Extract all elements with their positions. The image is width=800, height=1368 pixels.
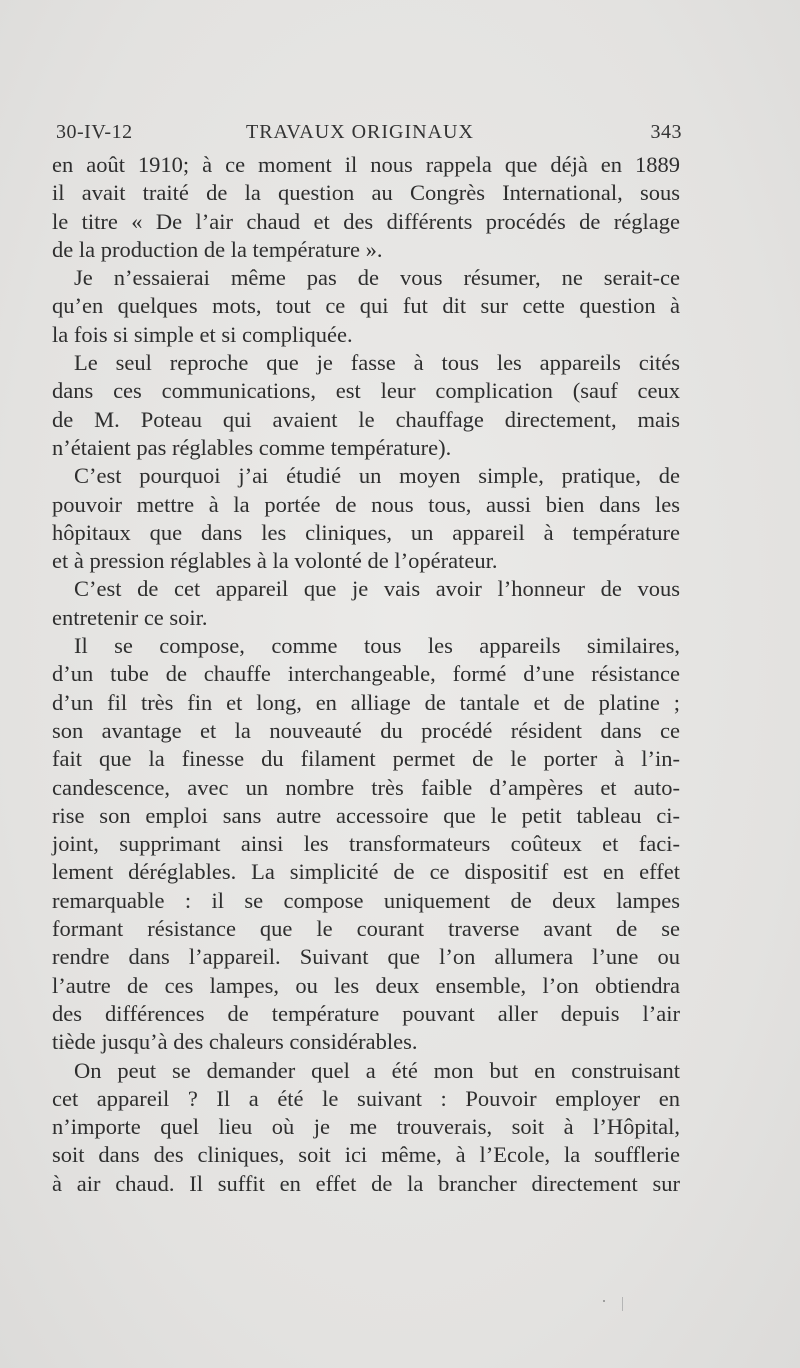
text-line-content: entretenir ce soir. xyxy=(52,604,208,630)
text-line-content: Il se compose, comme tous les appareils similaires, xyxy=(74,633,680,659)
text-line xyxy=(52,1141,680,1169)
text-line-content: de M. Poteau qui avaient le chauffage directement, mais xyxy=(52,406,680,432)
text-line-content: à air chaud. Il suffit en effet de la brancher directement sur xyxy=(52,1170,680,1196)
text-line-content: C’est de cet appareil que je vais avoir l’honneur de vous xyxy=(74,576,680,602)
text-line xyxy=(52,972,680,1000)
running-header xyxy=(56,121,682,149)
text-line-content: la fois si simple et si compliquée. xyxy=(52,321,353,347)
text-line xyxy=(52,774,680,802)
text-line-content: des différences de température pouvant aller depuis l’air xyxy=(52,1000,680,1026)
text-line xyxy=(52,547,680,575)
header-date: 30-IV-12 xyxy=(56,121,133,143)
text-line xyxy=(52,434,680,462)
text-line-content: joint, supprimant ainsi les transformateurs coûteux et faci- xyxy=(52,831,680,857)
text-line-content: cet appareil ? Il a été le suivant : Pouvoir employer en xyxy=(52,1085,680,1111)
text-line xyxy=(52,377,680,405)
text-line-content: soit dans des cliniques, soit ici même, à l’Ecole, la soufflerie xyxy=(52,1142,680,1168)
text-line-content: en août 1910; à ce moment il nous rappela que déjà en 1889 xyxy=(52,152,680,177)
text-line-content: dans ces communications, est leur complication (sauf ceux xyxy=(52,378,680,404)
text-line-content: rise son emploi sans autre accessoire que le petit tableau ci- xyxy=(52,802,680,828)
paper-speck xyxy=(603,1300,605,1302)
text-line-content: hôpitaux que dans les cliniques, un appareil à température xyxy=(52,519,680,545)
text-line xyxy=(52,604,680,632)
text-line xyxy=(52,689,680,717)
text-line-content: n’importe quel lieu où je me trouverais, soit à l’Hôpital, xyxy=(52,1114,680,1140)
text-line xyxy=(52,830,680,858)
text-line xyxy=(52,1057,680,1085)
text-line xyxy=(52,292,680,320)
text-line xyxy=(52,887,680,915)
text-line xyxy=(52,519,680,547)
text-line xyxy=(52,802,680,830)
text-line-content: l’autre de ces lampes, ou les deux ensemble, l’on obtiendra xyxy=(52,972,680,998)
text-line-content: le titre « De l’air chaud et des différents procédés de réglage xyxy=(52,208,680,234)
text-line xyxy=(52,745,680,773)
text-line xyxy=(52,491,680,519)
text-line xyxy=(52,151,680,179)
text-line-content: son avantage et la nouveauté du procédé résident dans ce xyxy=(52,717,680,743)
text-line-content: il avait traité de la question au Congrès International, sous xyxy=(52,180,680,206)
text-line-content: C’est pourquoi j’ai étudié un moyen simple, pratique, de xyxy=(74,463,680,489)
text-line xyxy=(52,717,680,745)
text-line-content: On peut se demander quel a été mon but en construisant xyxy=(74,1057,680,1083)
text-line xyxy=(52,575,680,603)
text-line-content: lement déréglables. La simplicité de ce dispositif est en effet xyxy=(52,859,680,885)
text-line-content: et à pression réglables à la volonté de l’opérateur. xyxy=(52,548,498,574)
header-section-title: TRAVAUX ORIGINAUX xyxy=(246,121,474,143)
text-line-content: remarquable : il se compose uniquement de deux lampes xyxy=(52,887,680,913)
text-line-content: Je n’essaierai même pas de vous résumer, ne serait-ce xyxy=(74,265,680,291)
text-line-content: qu’en quelques mots, tout ce qui fut dit sur cette question à xyxy=(52,293,680,319)
body-text xyxy=(52,151,680,1198)
text-line xyxy=(52,632,680,660)
text-line xyxy=(52,264,680,292)
text-line xyxy=(52,179,680,207)
text-line xyxy=(52,1000,680,1028)
text-line xyxy=(52,1113,680,1141)
text-line xyxy=(52,462,680,490)
text-line-content: formant résistance que le courant traverse avant de se xyxy=(52,916,680,942)
text-line-content: pouvoir mettre à la portée de nous tous, aussi bien dans les xyxy=(52,491,680,517)
text-line-content: de la production de la température ». xyxy=(52,236,383,262)
text-line xyxy=(52,406,680,434)
paper-speck xyxy=(622,1297,623,1311)
text-line-content: fait que la finesse du filament permet de le porter à l’in- xyxy=(52,746,680,772)
text-line xyxy=(52,1085,680,1113)
text-line xyxy=(52,1028,680,1056)
text-line xyxy=(52,660,680,688)
text-line xyxy=(52,858,680,886)
text-line xyxy=(52,236,680,264)
text-line-content: rendre dans l’appareil. Suivant que l’on allumera l’une ou xyxy=(52,944,680,970)
text-line-content: n’étaient pas réglables comme température). xyxy=(52,434,452,460)
page-number: 343 xyxy=(650,121,682,143)
text-line-content: candescence, avec un nombre très faible d’ampères et auto- xyxy=(52,774,680,800)
text-line-content: tiède jusqu’à des chaleurs considérables. xyxy=(52,1029,418,1055)
text-line-content: d’un tube de chauffe interchangeable, formé d’une résistance xyxy=(52,661,680,687)
text-line xyxy=(52,321,680,349)
text-line xyxy=(52,915,680,943)
text-line-content: Le seul reproche que je fasse à tous les appareils cités xyxy=(74,350,680,376)
text-line xyxy=(52,943,680,971)
text-line xyxy=(52,349,680,377)
text-line xyxy=(52,208,680,236)
text-line xyxy=(52,1170,680,1198)
text-line-content: d’un fil très fin et long, en alliage de tantale et de platine ; xyxy=(52,689,680,715)
